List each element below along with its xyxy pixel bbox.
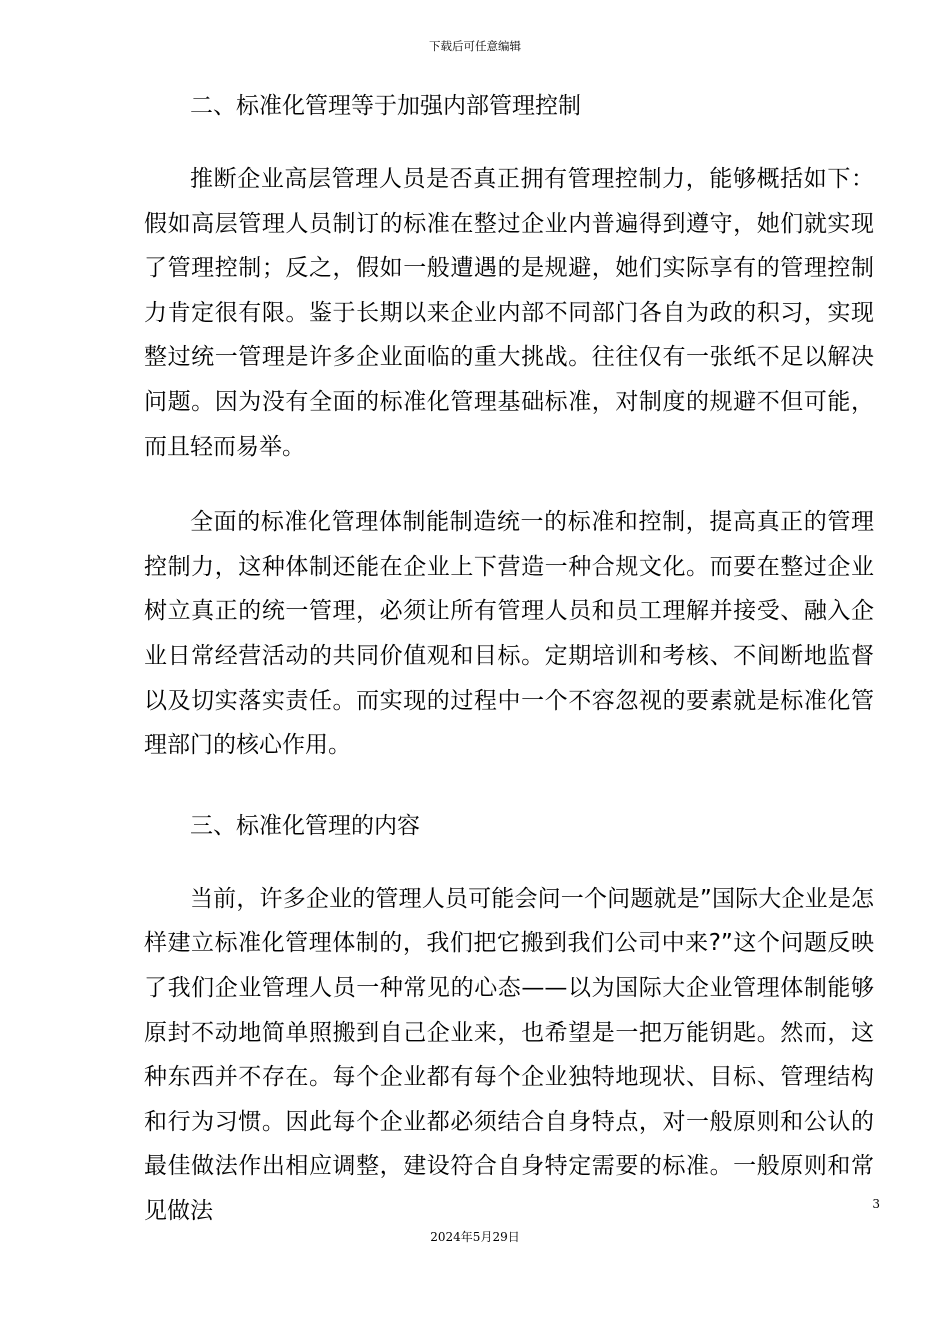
section-heading-2: 二、标准化管理等于加强内部管理控制 (190, 93, 581, 119)
paragraph-content: 当前，许多企业的管理人员可能会问一个问题就是”国际大企业是怎样建立标准化管理体制的，我们把它搬到我们公司中来?”这个问题反映了我们企业管理人员一种常见的心态——以为国际大企业管理体制能够原封不动地简单照搬到自己企业来，也希望是一把万能钥匙。然而，这种东西并不存在。每个企业都有每个企业独特地现状、目标、管理结构和行为习惯。因此每个企业都必须结合自身特点，对一般原则和公认的最佳做法作出相应调整，建设符合自身特定需要的标准。一般原则和常见做法 (144, 885, 874, 1224)
page-header: 下载后可任意编辑 (429, 39, 521, 53)
document-body (144, 84, 874, 1233)
section-heading-3: 三、标准化管理的内容 (190, 812, 420, 839)
paragraph-control: 推断企业高层管理人员是否真正拥有管理控制力，能够概括如下：假如高层管理人员制订的标准在整过企业内普遍得到遵守，她们就实现了管理控制；反之，假如一般遭遇的是规避，她们实际享有的管理控制力肯定很有限。鉴于长期以来企业内部不同部门各自为政的积习，实现整过统一管理是许多企业面临的重大挑战。往往仅有一张纸不足以解决问题。因为没有全面的标准化管理基础标准，对制度的规避不但可能，而且轻而易举。 (144, 166, 874, 460)
page-number: 3 (872, 1197, 880, 1211)
paragraph-system: 全面的标准化管理体制能制造统一的标准和控制，提高真正的管理控制力，这种体制还能在企业上下营造一种合规文化。而要在整过企业树立真正的统一管理，必须让所有管理人员和员工理解并接受、融入企业日常经营活动的共同价值观和目标。定期培训和考核、不间断地监督以及切实落实责任。而实现的过程中一个不容忽视的要素就是标准化管理部门的核心作用。 (144, 509, 874, 759)
page-footer-date: 2024年5月29日 (430, 1230, 520, 1244)
